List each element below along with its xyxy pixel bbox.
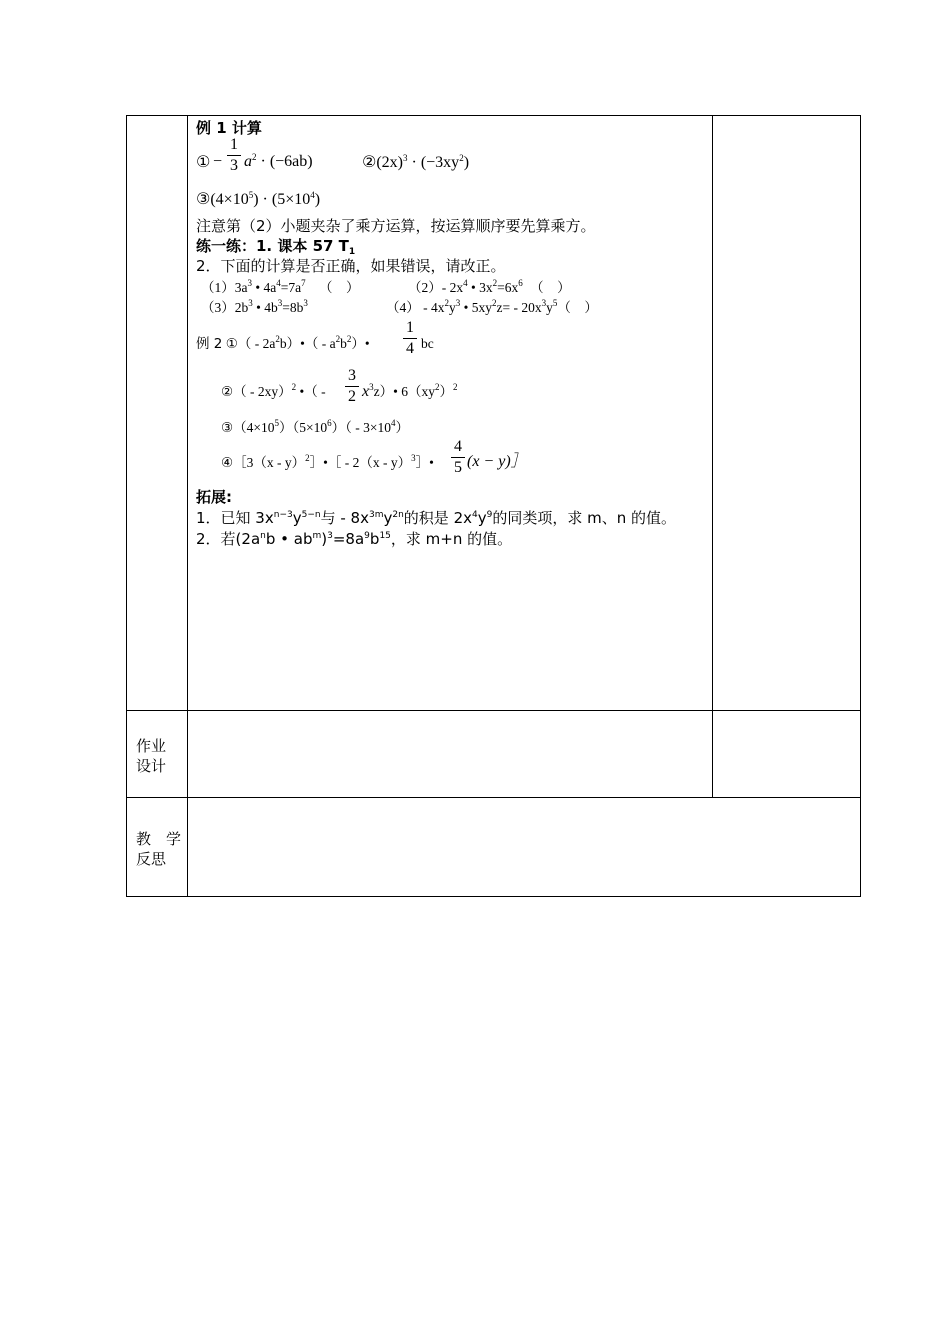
table-border-top <box>126 115 861 116</box>
ex2-3-e2: 6 <box>327 418 332 428</box>
ex2-1-e3: 2 <box>346 334 352 344</box>
ex2-1-e1: 2 <box>275 334 280 344</box>
ex1-item2-exp2: 2 <box>459 153 464 163</box>
ext1-e3: 3m <box>368 510 384 520</box>
p2-e2: 2 <box>492 278 498 288</box>
homework-label-line1: 作业 <box>136 737 167 755</box>
ex1-item3-exp2: 4 <box>310 190 315 200</box>
table-row-divider-1 <box>126 710 861 711</box>
reflection-label-line1: 教 学 <box>136 830 182 848</box>
ex1-item3-exp1: 5 <box>248 190 254 200</box>
ex2-1-a: ①（ - 2a <box>225 336 276 351</box>
ex1-item2-tail: ) <box>463 154 470 171</box>
p2-b: • 3x <box>467 280 493 295</box>
p1-e1: 3 <box>247 278 252 288</box>
p4-a: （4） - 4x <box>386 300 445 315</box>
extend-item-1 <box>196 509 676 527</box>
ex2-2-e3: 2 <box>434 382 440 392</box>
ex1-item2-prefix: ② <box>362 152 377 171</box>
ex1-item1-frac-den: 3 <box>230 157 238 174</box>
ext2-b: b • ab <box>265 530 313 548</box>
ex1-item2-mid: · (−3xy <box>407 154 460 171</box>
ex2-4-frac-num: 4 <box>454 438 462 455</box>
ext1-e2: 5−n <box>301 510 321 520</box>
ext2-f: b <box>369 530 380 548</box>
ex2-2-d: z）• 6（xy <box>373 384 435 399</box>
fraction-bar <box>403 338 417 339</box>
ex2-4-fraction <box>451 438 465 477</box>
fraction-bar <box>451 457 465 458</box>
ex2-2-e1: 2 <box>291 382 297 392</box>
p3-c: =8b <box>282 300 304 315</box>
ex2-4-a: ④［3（x - y） <box>221 455 306 470</box>
table-border-left <box>126 115 127 897</box>
p2-e1: 4 <box>463 278 468 288</box>
ex1-item2 <box>362 153 469 172</box>
practice-item-4 <box>386 299 598 317</box>
ex2-2-tail <box>362 383 457 401</box>
ex1-item3-c: ) <box>314 191 321 208</box>
p4-e1: 2 <box>444 298 449 308</box>
ex2-1-e2: 2 <box>335 334 341 344</box>
ex2-item1 <box>196 335 370 353</box>
p4-c: • 5xy <box>460 300 492 315</box>
ex2-3-a: ③（4×10 <box>221 420 275 435</box>
p2-a: （2）- 2x <box>408 280 464 295</box>
ex1-item1-var: a <box>244 153 252 170</box>
ex1-item1-prefix: ① <box>196 152 211 171</box>
ex1-item3-a: (4×10 <box>210 191 249 208</box>
p1-b: • 4a <box>252 280 277 295</box>
ext1-e6: 9 <box>486 510 493 520</box>
ex1-item1-expression <box>244 153 313 171</box>
p2-d: （ ） <box>530 280 571 295</box>
ext1-e5: 4 <box>472 510 478 520</box>
p4-e2: 3 <box>455 298 461 308</box>
ex1-item1-frac-num: 1 <box>230 136 238 153</box>
ex2-2-frac-num: 3 <box>348 367 356 384</box>
example1-title: 例 1 计算 <box>196 119 262 137</box>
ex2-3-c: ）（ - 3×10 <box>331 420 391 435</box>
fraction-bar <box>345 386 359 387</box>
ex2-item2 <box>221 383 326 401</box>
ex1-item3 <box>196 190 320 209</box>
ext2-a: 2．若(2a <box>196 530 261 548</box>
p1-d: （ ） <box>318 280 360 295</box>
practice-q2: 2．下面的计算是否正确，如果错误，请改正。 <box>196 257 506 275</box>
ext1-d: y <box>383 509 393 527</box>
ex2-3-e3: 4 <box>390 418 396 428</box>
p4-e5: 5 <box>552 298 558 308</box>
ext2-e5: 15 <box>379 531 391 541</box>
table-row-divider-2 <box>126 797 861 798</box>
ex2-2-fraction <box>345 367 359 406</box>
ex2-1-frac-den: 4 <box>406 340 414 357</box>
practice-item-2 <box>408 279 571 297</box>
p1-e3: 7 <box>301 278 306 288</box>
p3-e1: 3 <box>248 298 253 308</box>
ex2-2-e4: 2 <box>452 382 458 392</box>
ex2-1-tail: bc <box>421 336 434 351</box>
ex2-item4 <box>221 454 434 472</box>
ex2-4-b: ］•［ - 2（x - y） <box>309 455 412 470</box>
ex2-2-c: x <box>362 383 370 400</box>
homework-label-line2: 设计 <box>136 757 167 775</box>
ex2-2-e2: 3 <box>369 382 374 392</box>
ext1-g: y <box>477 509 487 527</box>
p3-e3: 3 <box>303 298 308 308</box>
practice-title <box>196 237 355 255</box>
ext1-f: 的积是 2x <box>403 509 472 527</box>
table-border-right <box>860 115 861 897</box>
practice-item-3 <box>201 299 308 317</box>
p2-e3: 6 <box>518 278 523 288</box>
note-text: 注意第（2）小题夹杂了乘方运算，按运算顺序要先算乘方。 <box>196 217 596 235</box>
ex1-item1-exp: 2 <box>252 152 257 162</box>
ex1-item2-text: (2x) <box>376 154 403 171</box>
p4-g: （ ） <box>557 300 598 315</box>
practice-title-text: 练一练：1. 课本 57 T <box>196 237 349 255</box>
ex2-2-frac-den: 2 <box>348 388 356 405</box>
table-column-divider-1 <box>187 115 188 897</box>
ext2-e3: 3 <box>327 531 333 541</box>
ex2-4-frac-den: 5 <box>454 459 462 476</box>
ext1-c: 与 - 8x <box>320 509 369 527</box>
p3-e2: 3 <box>277 298 283 308</box>
ext2-g: ，求 m+n 的值。 <box>390 530 513 548</box>
ex2-2-a: ②（ - 2xy） <box>221 384 292 399</box>
ex2-1-b: b）•（ - a <box>279 336 336 351</box>
ex2-1-d: ）• <box>351 336 370 351</box>
ext1-a: 1．已知 3x <box>196 509 274 527</box>
p2-c: =6x <box>497 280 519 295</box>
ext1-e4: 2n <box>392 510 404 520</box>
ex1-item1-fraction <box>227 136 241 175</box>
ext2-c: ) <box>321 530 328 548</box>
ext2-e1: n <box>260 531 266 541</box>
table-border-bottom <box>126 896 861 897</box>
ex1-item2-exp: 3 <box>403 153 408 163</box>
ex1-item3-prefix: ③ <box>196 189 211 208</box>
p1-a: （1）3a <box>201 280 248 295</box>
ex2-1-c: b <box>340 336 347 351</box>
practice-title-sub: 1 <box>348 247 356 257</box>
ex2-item3 <box>221 419 409 437</box>
ex1-item3-b: ) · (5×10 <box>253 191 311 208</box>
ex2-4-e1: 2 <box>305 453 310 463</box>
ex2-2-b: •（ - <box>296 384 326 399</box>
ext1-b: y <box>292 509 302 527</box>
practice-item-1 <box>201 279 359 297</box>
ex1-item1-sign: − <box>213 153 223 170</box>
ex2-4-e2: 3 <box>411 453 416 463</box>
ext1-h: 的同类项，求 m、n 的值。 <box>492 509 677 527</box>
ex2-3-b: ）（5×10 <box>278 420 328 435</box>
ext2-d: =8a <box>332 530 365 548</box>
ex2-4-c: ］• <box>415 455 434 470</box>
p1-c: =7a <box>280 280 302 295</box>
ex2-1-frac-num: 1 <box>406 319 414 336</box>
ex2-2-f: ） <box>439 384 453 399</box>
ex2-1-fraction <box>403 319 417 358</box>
ext2-e4: 9 <box>364 531 370 541</box>
p4-d: z= - 20x <box>496 300 542 315</box>
p3-b: • 4b <box>252 300 278 315</box>
extend-title: 拓展: <box>196 488 232 506</box>
p3-a: （3）2b <box>201 300 249 315</box>
p4-e3: 2 <box>491 298 497 308</box>
ex2-4-tail: (x − y)］ <box>467 453 527 470</box>
ex1-item1-tail: · (−6ab) <box>256 153 313 170</box>
p4-e4: 3 <box>541 298 547 308</box>
fraction-bar <box>227 155 241 156</box>
extend-item-2 <box>196 530 512 548</box>
p4-f: y <box>546 300 553 315</box>
ex2-3-e1: 5 <box>274 418 279 428</box>
ex2-3-d: ） <box>395 420 409 435</box>
ext2-e2: m <box>312 531 322 541</box>
p1-e2: 4 <box>276 278 281 288</box>
ext1-e1: n−3 <box>273 510 293 520</box>
reflection-label-line2: 反思 <box>136 850 167 868</box>
example2-label: 例 2 <box>196 336 223 352</box>
table-column-divider-2 <box>712 115 713 798</box>
p4-b: y <box>449 300 456 315</box>
